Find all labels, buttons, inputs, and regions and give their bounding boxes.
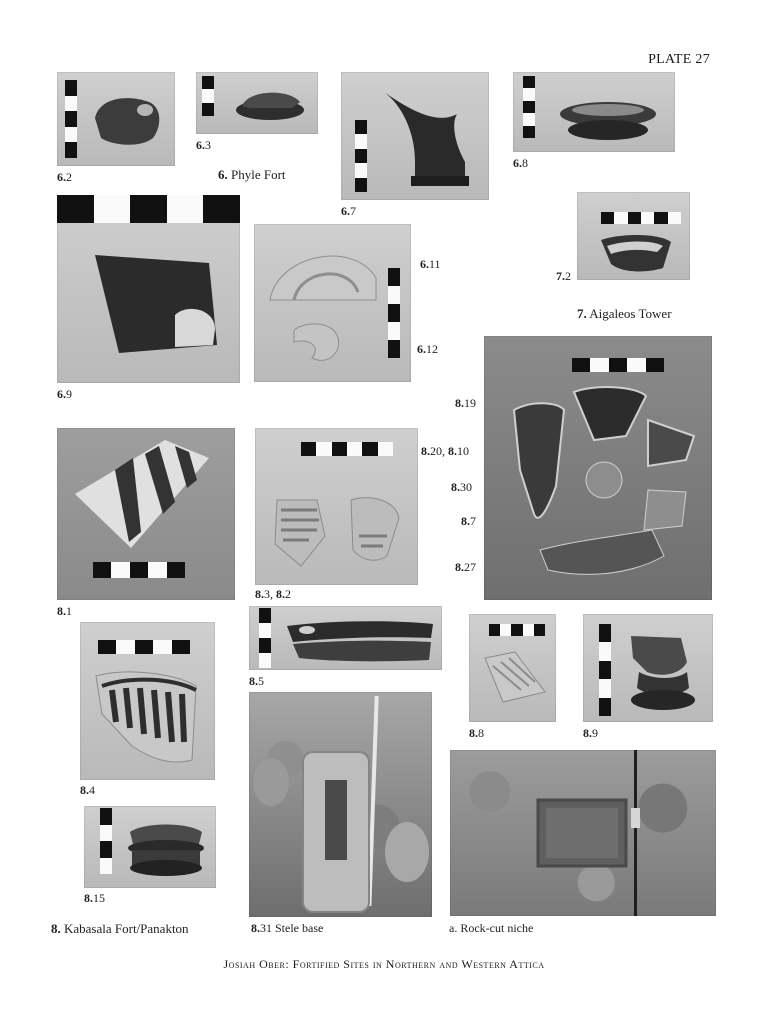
photo-8-3-8-2 (255, 428, 418, 585)
plate-title: PLATE 27 (648, 52, 710, 67)
sherd-image (597, 232, 677, 276)
label-8-31: 8.31 Stele base (251, 921, 324, 935)
sherd-image (481, 648, 549, 708)
sherd-image (623, 628, 703, 718)
photo-8-9 (583, 614, 713, 722)
sherd-image (91, 249, 221, 359)
scale-bar (259, 608, 271, 668)
site-label-kabasala: 8. Kabasala Fort/Panakton (51, 921, 189, 936)
photo-8-5 (249, 606, 442, 670)
scale-bar (93, 562, 185, 578)
label-6-12: 6.12 (417, 342, 438, 356)
photo-8-8 (469, 614, 556, 722)
label-6-11: 6.11 (420, 257, 441, 271)
photo-8-31-stele-base (249, 692, 432, 917)
label-8-4: 8.4 (80, 783, 95, 797)
photo-6-8 (513, 72, 675, 152)
photo-8-15 (84, 806, 216, 888)
sherd-image (375, 84, 475, 192)
scale-bar (65, 80, 77, 158)
photo-6-2 (57, 72, 175, 166)
photo-8-19-group (484, 336, 712, 600)
label-8-30: 8.30 (451, 480, 472, 494)
sherd-image (87, 88, 167, 154)
label-6-9: 6.9 (57, 387, 72, 401)
label-6-2: 6.2 (57, 170, 72, 184)
scale-bar (100, 808, 112, 874)
label-8-15: 8.15 (84, 891, 105, 905)
label-8-19: 8.19 (455, 396, 476, 410)
label-8-8: 8.8 (469, 726, 484, 740)
label-rock-cut-niche: a. Rock-cut niche (449, 921, 534, 935)
label-8-20-8-10: 8.20, 8.10 (421, 444, 469, 458)
sherd-image (267, 492, 407, 572)
scale-bar (98, 640, 190, 654)
photo-6-7 (341, 72, 489, 200)
label-6-8: 6.8 (513, 156, 528, 170)
sherd-image (232, 80, 308, 126)
sherd-image (71, 436, 221, 552)
scale-bar (489, 624, 545, 636)
scale-bar (572, 358, 664, 372)
label-6-3: 6.3 (196, 138, 211, 152)
sherd-image (283, 612, 439, 666)
sherd-image (553, 90, 663, 146)
label-8-3-8-2: 8.3, 8.2 (255, 587, 291, 601)
stele-base-image (249, 692, 432, 917)
label-8-9: 8.9 (583, 726, 598, 740)
photo-6-11-6-12 (254, 224, 411, 382)
page-footer: Josiah Ober: Fortified Sites in Northern and Western Attica (223, 957, 545, 971)
scale-bar (388, 268, 400, 358)
sherd-image (124, 818, 208, 880)
site-label-aigaleos: 7. Aigaleos Tower (577, 306, 672, 321)
scale-bar (57, 195, 240, 223)
site-label-phyle: 6. Phyle Fort (218, 167, 286, 182)
photo-6-3 (196, 72, 318, 134)
photo-rock-cut-niche (450, 750, 716, 916)
scale-bar (601, 212, 681, 224)
niche-image (450, 750, 716, 916)
photo-8-4 (80, 622, 215, 780)
scale-bar (599, 624, 611, 716)
label-8-1: 8.1 (57, 604, 72, 618)
photo-7-2 (577, 192, 690, 280)
label-8-27: 8.27 (455, 560, 476, 574)
scale-bar (301, 442, 393, 456)
scale-bar (355, 120, 367, 192)
sherd-image (264, 234, 384, 374)
sherd-image (92, 666, 204, 770)
label-8-7: 8.7 (461, 514, 476, 528)
label-6-7: 6.7 (341, 204, 356, 218)
scale-bar (202, 76, 214, 116)
photo-8-1 (57, 428, 235, 600)
label-7-2: 7.2 (556, 269, 571, 283)
photo-6-9 (57, 195, 240, 383)
label-8-5: 8.5 (249, 674, 264, 688)
sherd-image (498, 380, 708, 590)
scale-bar (523, 76, 535, 138)
